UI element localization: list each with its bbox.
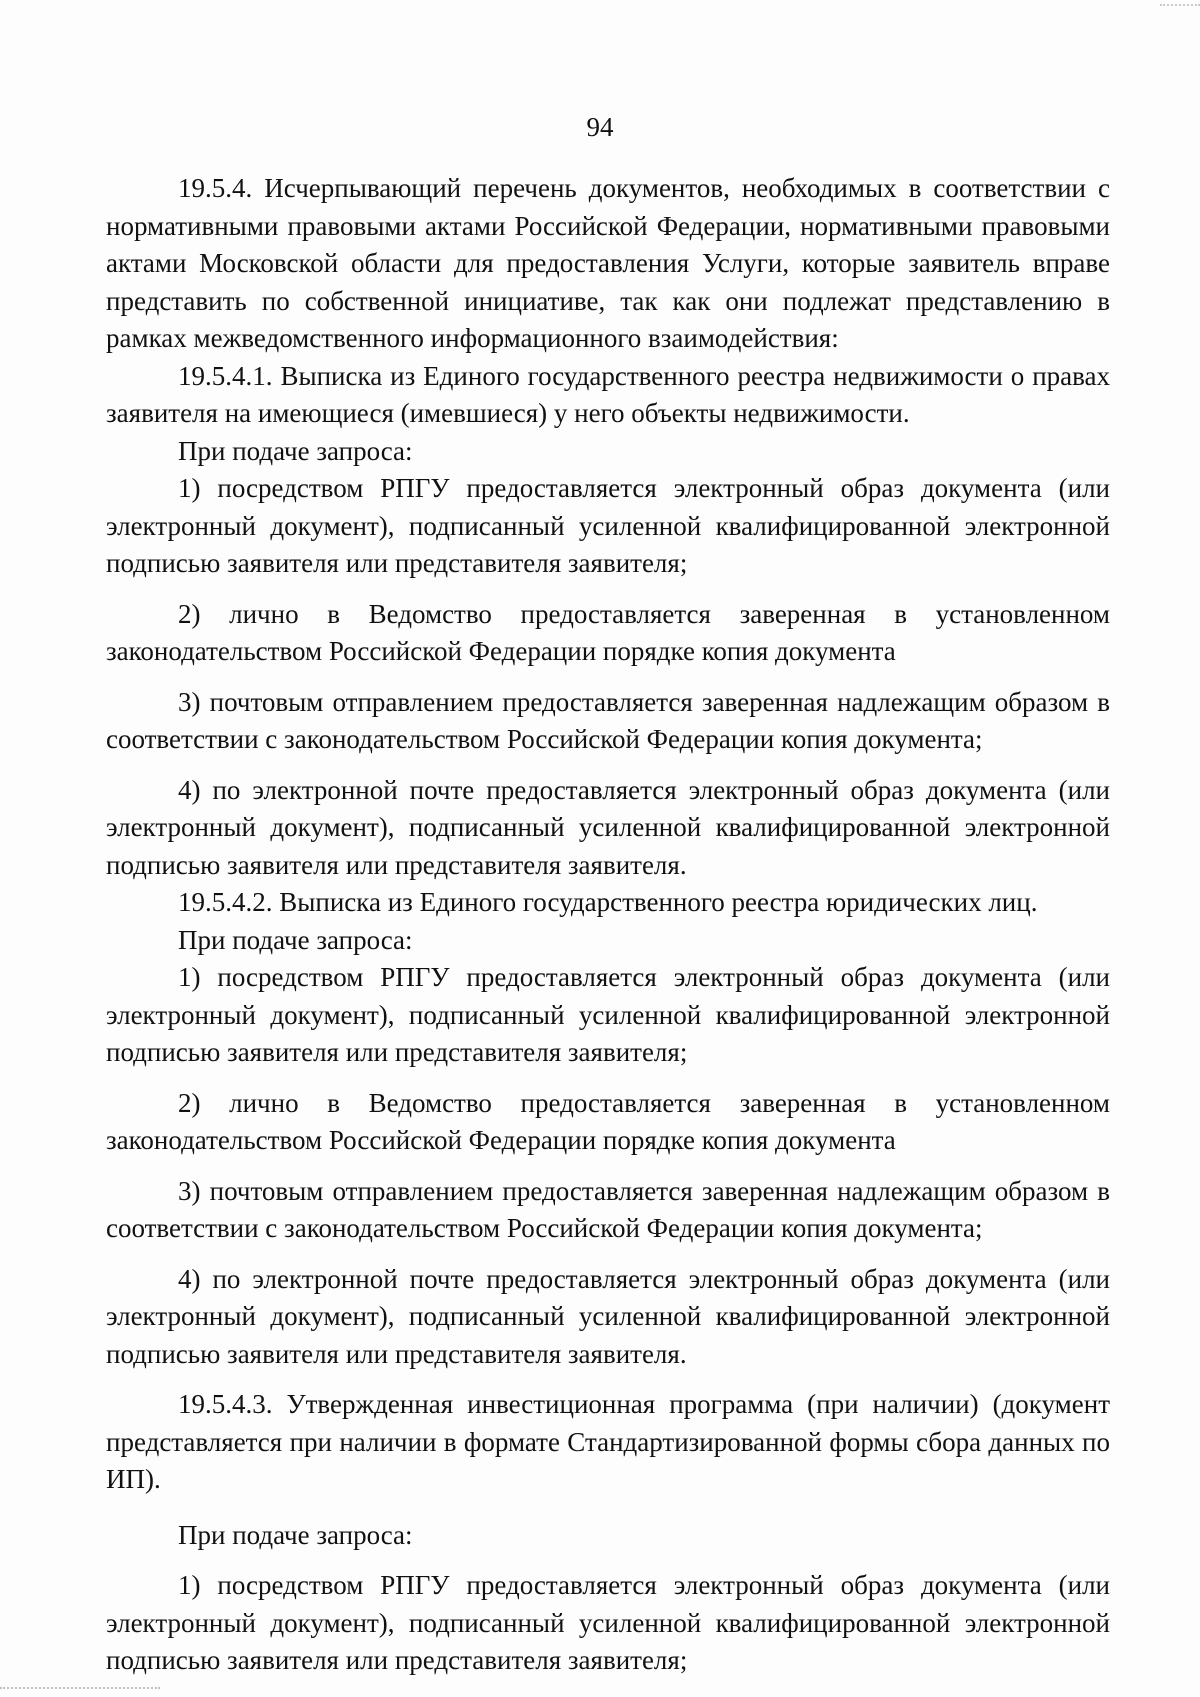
list-item-2: 2) лично в Ведомство предоставляется заверенная в установленном законодательством Российской Федерации порядке копия документа: [106, 1087, 1110, 1155]
request-heading: При подаче запроса:: [178, 435, 413, 466]
list-item-1: 1) посредством РПГУ предоставляется электронный образ документа (или электронный документ), подписанный усиленной квалифицированной электронной подписью заявителя или представителя заявителя;: [106, 473, 1110, 578]
paragraph-19-5-4-1: 19.5.4.1. Выписка из Единого государственного реестра недвижимости о правах заявителя на имеющиеся (имевшиеся) у него объекты недвижимости.: [106, 360, 1110, 428]
list-item-4: 4) по электронной почте предоставляется электронный образ документа (или электронный документ), подписанный усиленной квалифицированной электронной подписью заявителя или представителя заявителя.: [106, 1263, 1110, 1369]
paragraph-19-5-4-2: 19.5.4.2. Выписка из Единого государственного реестра юридических лиц.: [178, 887, 1038, 917]
request-heading: При подаче запроса:: [178, 924, 413, 955]
scan-artifact: [1160, 0, 1200, 6]
list-item-1: 1) посредством РПГУ предоставляется электронный образ документа (или электронный документ), подписанный усиленной квалифицированной электронной подписью заявителя или представителя заявителя;: [106, 1570, 1110, 1675]
list-item-4: 4) по электронной почте предоставляется электронный образ документа (или электронный документ), подписанный усиленной квалифицированной электронной подписью заявителя или представителя заявителя.: [106, 774, 1110, 880]
list-item-1: 1) посредством РПГУ предоставляется электронный образ документа (или электронный документ), подписанный усиленной квалифицированной электронной подписью заявителя или представителя заявителя;: [106, 962, 1110, 1067]
document-body: [106, 170, 1110, 1680]
list-item-2: 2) лично в Ведомство предоставляется заверенная в установленном законодательством Российской Федерации порядке копия документа: [106, 598, 1110, 666]
request-heading: При подаче запроса:: [178, 1519, 413, 1550]
page-number: 94: [586, 112, 614, 142]
list-item-3: 3) почтовым отправлением предоставляется заверенная надлежащим образом в соответствии с законодательством Российской Федерации копия документа;: [106, 1175, 1110, 1243]
list-item-3: 3) почтовым отправлением предоставляется заверенная надлежащим образом в соответствии с законодательством Российской Федерации копия документа;: [106, 686, 1110, 754]
paragraph-19-5-4: 19.5.4. Исчерпывающий перечень документов, необходимых в соответствии с нормативными правовыми актами Российской Федерации, нормативными правовыми актами Московской области для предоставления Услуги, которые заявитель вправе представить по собственной инициативе, так как они подлежат представлению в рамках межведомственного информационного взаимодействия:: [106, 173, 1110, 353]
scan-artifact: [0, 1687, 160, 1697]
paragraph-19-5-4-3: 19.5.4.3. Утвержденная инвестиционная программа (при наличии) (документ представляется при наличии в формате Стандартизированной формы сбора данных по ИП).: [106, 1389, 1110, 1494]
